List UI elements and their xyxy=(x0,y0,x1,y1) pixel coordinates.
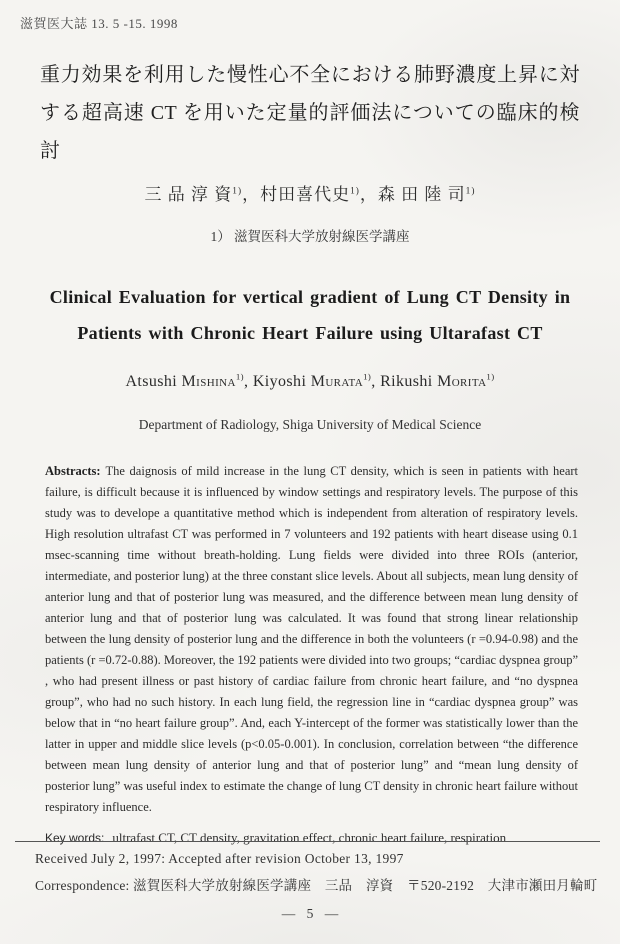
author-affiliation-mark: 1) xyxy=(486,371,495,382)
author-affiliation-mark: 1) xyxy=(363,371,372,382)
correspondence-line: Correspondence: 滋賀医科大学放射線医学講座 三品 淳資 〒520-2192 大津市瀬田月輪町 xyxy=(35,878,598,893)
author-en-2-last: Murata xyxy=(310,373,364,390)
author-en-1-last: Mishina xyxy=(181,373,236,390)
article-title-japanese: 重力効果を利用した慢性心不全における肺野濃度上昇に対する超高速 CT を用いた定量的評価法についての臨床的検討 xyxy=(40,64,580,162)
authors-japanese xyxy=(0,180,620,205)
received-dates-line: Received July 2, 1997: Accepted after revision October 13, 1997 xyxy=(35,851,404,866)
article-title-english: Clinical Evaluation for vertical gradient of Lung CT Density in Patients with Chronic Heart Failure using Ultarafast CT xyxy=(49,287,571,343)
author-en-3-last: Morita xyxy=(437,373,487,390)
keywords-label: Key words: xyxy=(45,831,105,845)
abstract-label: Abstracts: xyxy=(45,464,101,478)
author-affiliation-mark: 1) xyxy=(232,186,243,197)
abstract-paragraph xyxy=(45,461,578,818)
journal-citation: 滋賀医大誌 13. 5 -15. 1998 xyxy=(20,16,178,31)
author-separator: , xyxy=(371,373,381,390)
author-affiliation-mark: 1) xyxy=(235,371,244,382)
author-en-3-first: Rikushi xyxy=(380,373,438,390)
keywords-text: ultrafast CT, CT density, gravitation effect, chronic heart failure, respiration xyxy=(112,830,507,845)
author-affiliation-mark: 1) xyxy=(350,186,360,197)
author-en-2-first: Kiyoshi xyxy=(252,373,311,390)
abstract-text: The daignosis of mild increase in the lung CT density, which is seen in patients with heart failure, is difficult because it is influenced by window settings and respiratory levels. The purpose of this study was to develope a quantitative method which is independent from alteration of respiratory levels. High resolution ultrafast CT was performed in 7 volunteers and 192 patients with heart disease using 0.1 msec-scanning time without breath-holding. Lung fields were divided into three ROIs (anterior, intermediate, and posterior lung) at the three constant slice levels. About all subjects, mean lung density of anterior lung and that of posterior lung was measured, and the difference between mean lung density of anterior lung and that of posterior lung was calculated. It was found that strong linear relationship between the lung density of posterior lung and the difference in both the volunteers (r =0.94-0.98) and the patients (r =0.72-0.88). Moreover, the 192 patients were divided into two groups; “cardiac dyspnea group” , who had present illness or past history of cardiac failure from chronic heart failure, and “no dyspnea group”, who had no such history. In each lung field, the regression line in “cardiac dyspnea group” was below that in “no heart failure group”. And, each Y-intercept of the former was statistically lower than the latter in upper and middle slice levels (p<0.05-0.001). In conclusion, correlation between “the difference between mean lung density of anterior lung and that of posterior lung” and “mean lung density of posterior lung” was useful index to estimate the change of lung CT density in chronic heart failure without respiratory influence. xyxy=(45,464,578,814)
author-en-1-first: Atsushi xyxy=(125,373,182,390)
author-jp-2: 村田喜代史 xyxy=(260,185,351,204)
author-separator: ， xyxy=(242,185,261,204)
affiliation-japanese: 1） 滋賀医科大学放射線医学講座 xyxy=(210,229,410,244)
authors-english xyxy=(0,373,620,391)
author-separator: , xyxy=(244,373,253,390)
keywords-line xyxy=(45,830,578,846)
author-separator: ， xyxy=(359,185,378,204)
page-number: — 5 — xyxy=(281,906,339,921)
affiliation-english: Department of Radiology, Shiga University of Medical Science xyxy=(138,417,482,432)
author-jp-1: 三 品 淳 資 xyxy=(144,185,233,204)
author-affiliation-mark: 1) xyxy=(465,186,476,197)
footer-divider xyxy=(15,841,600,842)
author-jp-3: 森 田 陸 司 xyxy=(377,185,466,204)
